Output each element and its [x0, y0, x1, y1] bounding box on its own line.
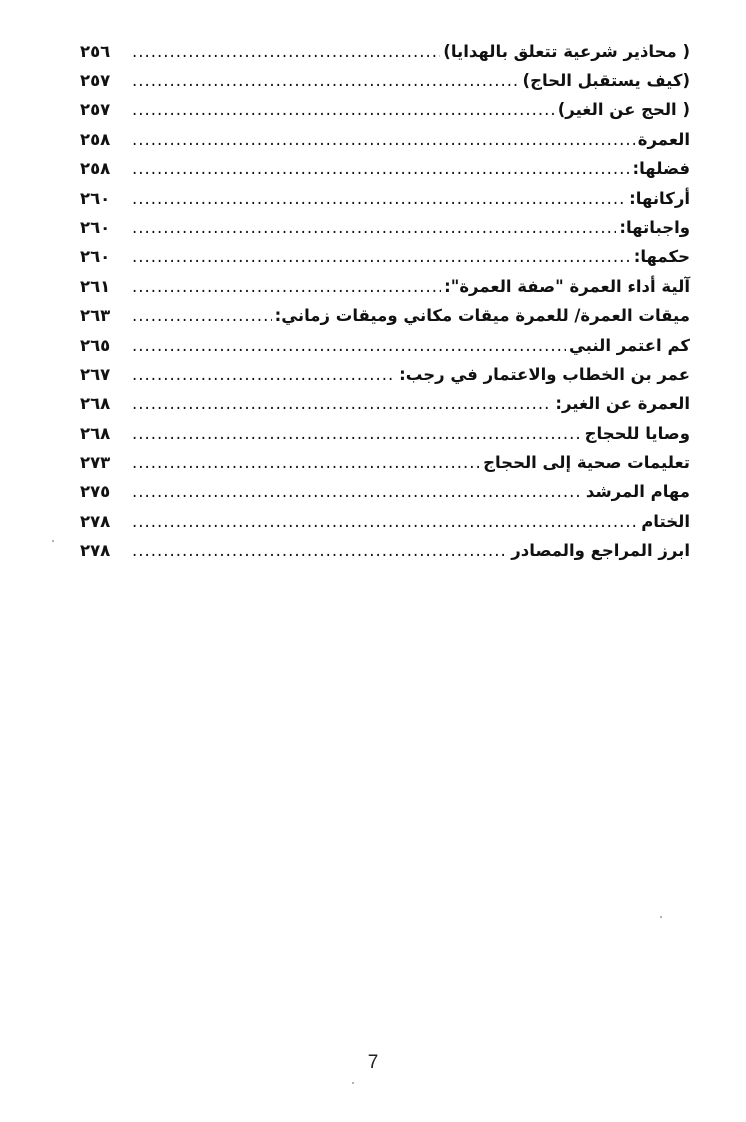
scan-speck	[52, 540, 54, 542]
toc-entry-page: ٢٦٠	[80, 188, 111, 208]
dot-leader	[132, 159, 630, 179]
toc-entry-title: العمرة عن الغير:	[555, 394, 690, 414]
toc-entry	[80, 414, 690, 443]
toc-entry-title: ميقات العمرة/ للعمرة ميقات مكاني وميقات زماني:	[274, 306, 690, 326]
dot-leader	[132, 336, 566, 356]
toc-entry-page: ٢٦٧	[80, 364, 111, 384]
toc-entry	[80, 32, 690, 61]
toc-entry	[80, 120, 690, 149]
toc-entry-title: كم اعتمر النبي	[568, 335, 690, 355]
toc-entry-page: ٢٦٣	[80, 306, 111, 326]
toc-entry-title: أركانها:	[629, 188, 690, 208]
toc-entry	[80, 502, 690, 531]
toc-entry-title: ابرز المراجع والمصادر	[511, 541, 690, 561]
toc-entry-page: ٢٥٦	[80, 41, 111, 61]
dot-leader	[132, 247, 631, 267]
toc-entry-title: ( محاذير شرعية تتعلق بالهدايا)	[443, 41, 690, 61]
toc-entry-title: تعليمات صحية إلى الحجاج	[483, 453, 690, 473]
toc-entry-title: وصايا للحجاج	[584, 423, 690, 443]
toc-entry-page: ٢٦٥	[80, 335, 111, 355]
toc-entry-page: ٢٥٧	[80, 100, 111, 120]
dot-leader	[132, 365, 396, 385]
toc-entry	[80, 61, 690, 90]
toc-entry	[80, 443, 690, 472]
toc-entry-title: عمر بن الخطاب والاعتمار في رجب:	[399, 364, 690, 384]
toc-entry-page: ٢٥٨	[80, 159, 111, 179]
toc-entry-page: ٢٧٥	[80, 482, 111, 502]
toc-entry	[80, 385, 690, 414]
dot-leader	[132, 218, 616, 238]
dot-leader	[132, 482, 583, 502]
toc-entry	[80, 150, 690, 179]
toc-entry	[80, 267, 690, 296]
toc-entry-title: العمرة	[637, 129, 690, 149]
toc-entry-page: ٢٦٨	[80, 394, 111, 414]
toc-entry	[80, 208, 690, 237]
toc-entry-page: ٢٧٣	[80, 453, 111, 473]
dot-leader	[132, 71, 520, 91]
dot-leader	[132, 541, 508, 561]
dot-leader	[132, 424, 582, 444]
toc-entry	[80, 473, 690, 502]
toc-entry-title: حكمها:	[633, 247, 690, 267]
toc-entry-title: واجباتها:	[619, 217, 690, 237]
toc-entry-page: ٢٦١	[80, 276, 111, 296]
toc-entry-page: ٢٦٠	[80, 247, 111, 267]
toc-entry-title: آلية أداء العمرة "صفة العمرة":	[444, 276, 690, 296]
dot-leader	[132, 306, 272, 326]
toc-entry-page: ٢٦٠	[80, 217, 111, 237]
dot-leader	[132, 130, 635, 150]
toc-entry-page: ٢٧٨	[80, 511, 111, 531]
dot-leader	[132, 512, 638, 532]
dot-leader	[132, 453, 480, 473]
scan-speck	[660, 916, 662, 918]
dot-leader	[132, 394, 552, 414]
toc-entry	[80, 326, 690, 355]
page-number: 7	[367, 1052, 379, 1073]
toc-entry-title: فضلها:	[632, 159, 690, 179]
toc-entry	[80, 532, 690, 561]
dot-leader	[132, 189, 626, 209]
toc-entry-page: ٢٥٨	[80, 129, 111, 149]
toc-entry	[80, 91, 690, 120]
scan-speck	[352, 1082, 354, 1084]
toc-entry	[80, 179, 690, 208]
toc-entry-page: ٢٧٨	[80, 541, 111, 561]
toc-entry-title: مهام المرشد	[585, 482, 690, 502]
dot-leader	[132, 100, 555, 120]
toc-entry	[80, 355, 690, 384]
toc-entry-title: الختام	[641, 511, 690, 531]
toc-entry-title: ( الحج عن الغير)	[557, 100, 690, 120]
table-of-contents	[80, 32, 690, 561]
dot-leader	[132, 42, 440, 62]
dot-leader	[132, 277, 441, 297]
toc-entry	[80, 297, 690, 326]
toc-entry	[80, 238, 690, 267]
toc-entry-page: ٢٥٧	[80, 70, 111, 90]
toc-entry-title: (كيف يستقبل الحاج)	[522, 70, 690, 90]
toc-entry-page: ٢٦٨	[80, 423, 111, 443]
